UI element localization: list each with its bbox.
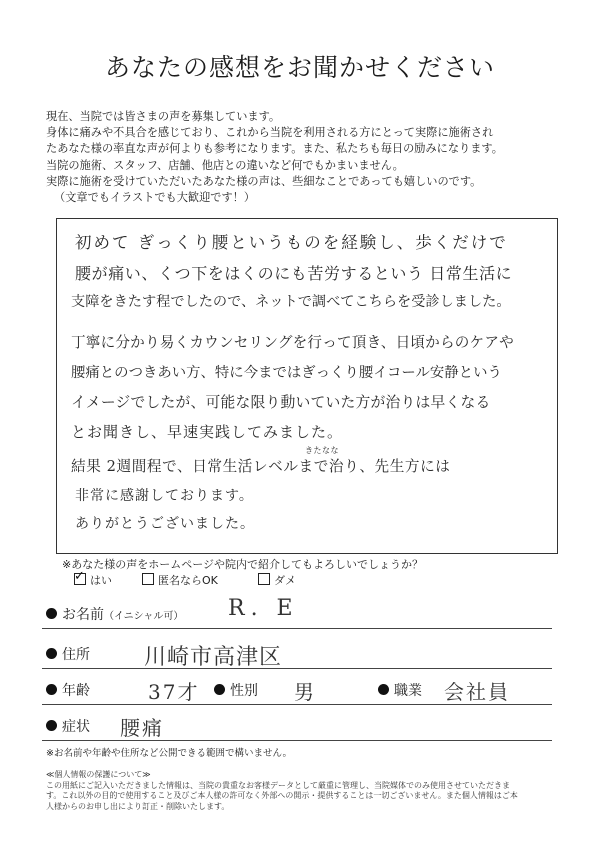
privacy-line: す。これ以外の目的で使用すること及びご本人様の許可なく外部への開示・提供することは一切ございません。また個人情報はご本 <box>46 791 518 800</box>
choice-yes[interactable] <box>74 569 112 588</box>
handwritten-line: 丁寧に分かり易くカウンセリングを行って頂き、日頃からのケアや <box>71 334 514 351</box>
checkbox-yes[interactable] <box>74 569 86 585</box>
intro-line: 当院の施術、スタッフ、店舗、他店との違いなど何でもかまいません。 <box>46 158 404 172</box>
page-title: あなたの感想をお聞かせください <box>104 53 495 82</box>
bullet-icon <box>46 608 57 619</box>
privacy-policy <box>46 770 518 812</box>
checkbox-no[interactable] <box>258 573 270 585</box>
age-value[interactable]: 37才 <box>148 680 200 704</box>
handwritten-line: ありがとうございました。 <box>75 516 255 532</box>
intro-text <box>46 109 503 206</box>
checkbox-anonymous[interactable] <box>142 573 154 585</box>
comment-box <box>56 218 558 554</box>
bullet-icon <box>378 684 389 695</box>
choice-label: ダメ <box>274 574 296 587</box>
handwritten-line: イメージでしたが、可能な限り動いていた方が治りは早くなる <box>71 394 491 411</box>
gender-label: 性別 <box>230 683 258 699</box>
handwritten-line: 支障をきたす程でしたので、ネットで調べてこちらを受診しました。 <box>71 294 511 310</box>
intro-line: 実際に施術を受けていただいたあなた様の声は、些細なことであっても嬉しいのです。 <box>46 174 482 188</box>
ruby-annotation: きたなな <box>305 446 339 455</box>
bullet-icon <box>46 648 57 659</box>
privacy-line: 人様からのお申し出により訂正・削除いたします。 <box>46 801 230 811</box>
address-label: 住所 <box>62 647 90 663</box>
intro-line: 現在、当院では皆さまの声を募集しています。 <box>46 110 281 123</box>
bullet-icon <box>46 720 57 731</box>
address-value: 川崎市高津区 <box>144 645 283 670</box>
name-field[interactable] <box>42 596 552 629</box>
name-value: R. E <box>228 596 299 621</box>
name-label-text: お名前 <box>62 607 104 623</box>
intro-line: 身体に痛みや不具合を感じており、これから当院を利用される方にとって実際に施術され <box>46 126 494 140</box>
symptom-label: 症状 <box>62 719 90 735</box>
intro-line: たあなた様の率直な声が何よりも参考になります。また、私たちも毎日の励みになります。 <box>46 142 503 156</box>
name-label <box>62 604 183 624</box>
privacy-line: この用紙にご記入いただきました情報は、当院の貴重なお客様データとして厳重に管理し、当院媒体でのみ使用させていただきま <box>46 780 510 790</box>
age-label: 年齢 <box>62 683 90 699</box>
address-field[interactable] <box>42 640 552 669</box>
handwritten-line: とお聞きし、早速実践してみました。 <box>71 423 344 441</box>
bullet-icon <box>46 684 57 695</box>
check-icon: ✓ <box>74 569 85 584</box>
gender-value[interactable]: 男 <box>294 680 316 704</box>
intro-line: （文章でもイラストでも大歓迎です！） <box>54 191 256 205</box>
privacy-heading: ≪個人情報の保護について≫ <box>46 770 151 779</box>
choice-no[interactable] <box>258 572 296 588</box>
handwritten-line: 非常に感謝しております。 <box>75 488 254 504</box>
symptom-value: 腰痛 <box>120 716 164 740</box>
name-label-sub: （イニシャル可） <box>104 611 184 622</box>
symptom-field[interactable] <box>42 712 552 741</box>
handwritten-line: 初めて ぎっくり腰というものを経験し、歩くだけで <box>75 233 508 252</box>
handwritten-line: 腰が痛い、くつ下をはくのにも苦労するという 日常生活に <box>75 264 513 283</box>
profile-row <box>42 676 552 705</box>
choice-anonymous[interactable] <box>142 572 218 588</box>
choice-label: はい <box>90 574 112 587</box>
job-value[interactable]: 会社員 <box>444 680 510 704</box>
choice-label: 匿名ならOK <box>158 574 218 587</box>
handwritten-line: 結果 2週間程で、日常生活レベルまで治り、先生方には <box>71 458 451 475</box>
job-label: 職業 <box>394 683 422 699</box>
bullet-icon <box>214 684 225 695</box>
handwritten-line: 腰痛とのつきあい方、特に今まではぎっくり腰イコール安静という <box>71 365 502 381</box>
disclosure-note: ※お名前や年齢や住所など公開できる範囲で構いません。 <box>46 748 293 759</box>
permission-question: ※あなた様の声をホームページや院内で紹介してもよろしいでしょうか？ <box>62 558 423 571</box>
